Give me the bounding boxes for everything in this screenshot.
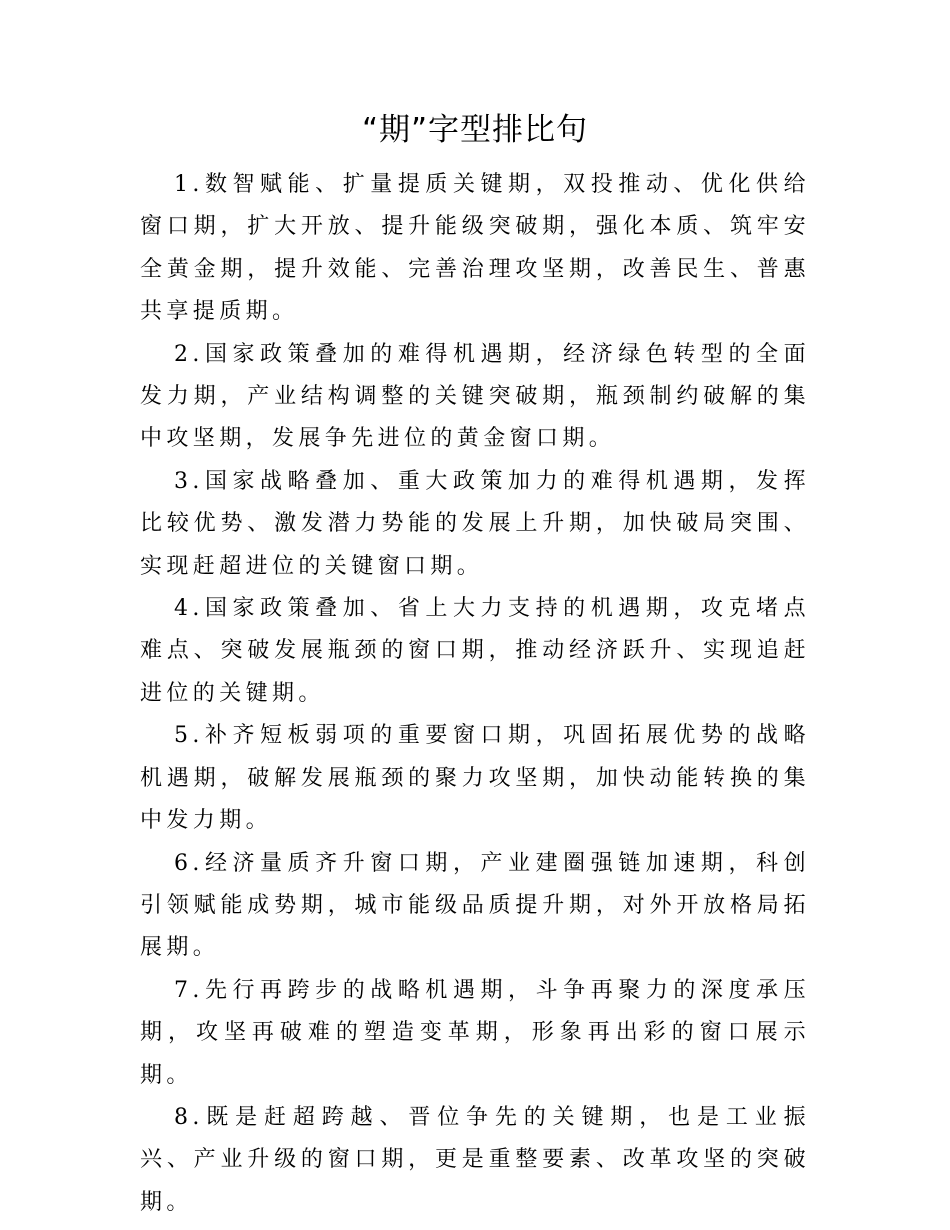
paragraph-5: 5.补齐短板弱项的重要窗口期，巩固拓展优势的战略机遇期，破解发展瓶颈的聚力攻坚期，加快动能转换的集中发力期。: [140, 723, 810, 834]
paragraph-8: 8.既是赶超跨越、晋位争先的关键期，也是工业振兴、产业升级的窗口期，更是重整要素、改革攻坚的突破期。: [140, 1104, 810, 1215]
paragraph-1: 1.数智赋能、扩量提质关键期，双投推动、优化供给窗口期，扩大开放、提升能级突破期，强化本质、筑牢安全黄金期，提升效能、完善治理攻坚期，改善民生、普惠共享提质期。: [140, 172, 810, 325]
document-title: “期”字型排比句: [361, 112, 589, 148]
paragraph-7: 7.先行再跨步的战略机遇期，斗争再聚力的深度承压期，攻坚再破难的塑造变革期，形象再出彩的窗口展示期。: [140, 977, 810, 1088]
document-body: [140, 164, 810, 1224]
paragraph-3: 3.国家战略叠加、重大政策加力的难得机遇期，发挥比较优势、激发潜力势能的发展上升期，加快破局突围、实现赶超进位的关键窗口期。: [140, 468, 810, 579]
paragraph-2: 2.国家政策叠加的难得机遇期，经济绿色转型的全面发力期，产业结构调整的关键突破期，瓶颈制约破解的集中攻坚期，发展争先进位的黄金窗口期。: [140, 341, 810, 452]
paragraph-6: 6.经济量质齐升窗口期，产业建圈强链加速期，科创引领赋能成势期，城市能级品质提升期，对外开放格局拓展期。: [140, 850, 810, 961]
paragraph-4: 4.国家政策叠加、省上大力支持的机遇期，攻克堵点难点、突破发展瓶颈的窗口期，推动经济跃升、实现追赶进位的关键期。: [140, 596, 810, 706]
